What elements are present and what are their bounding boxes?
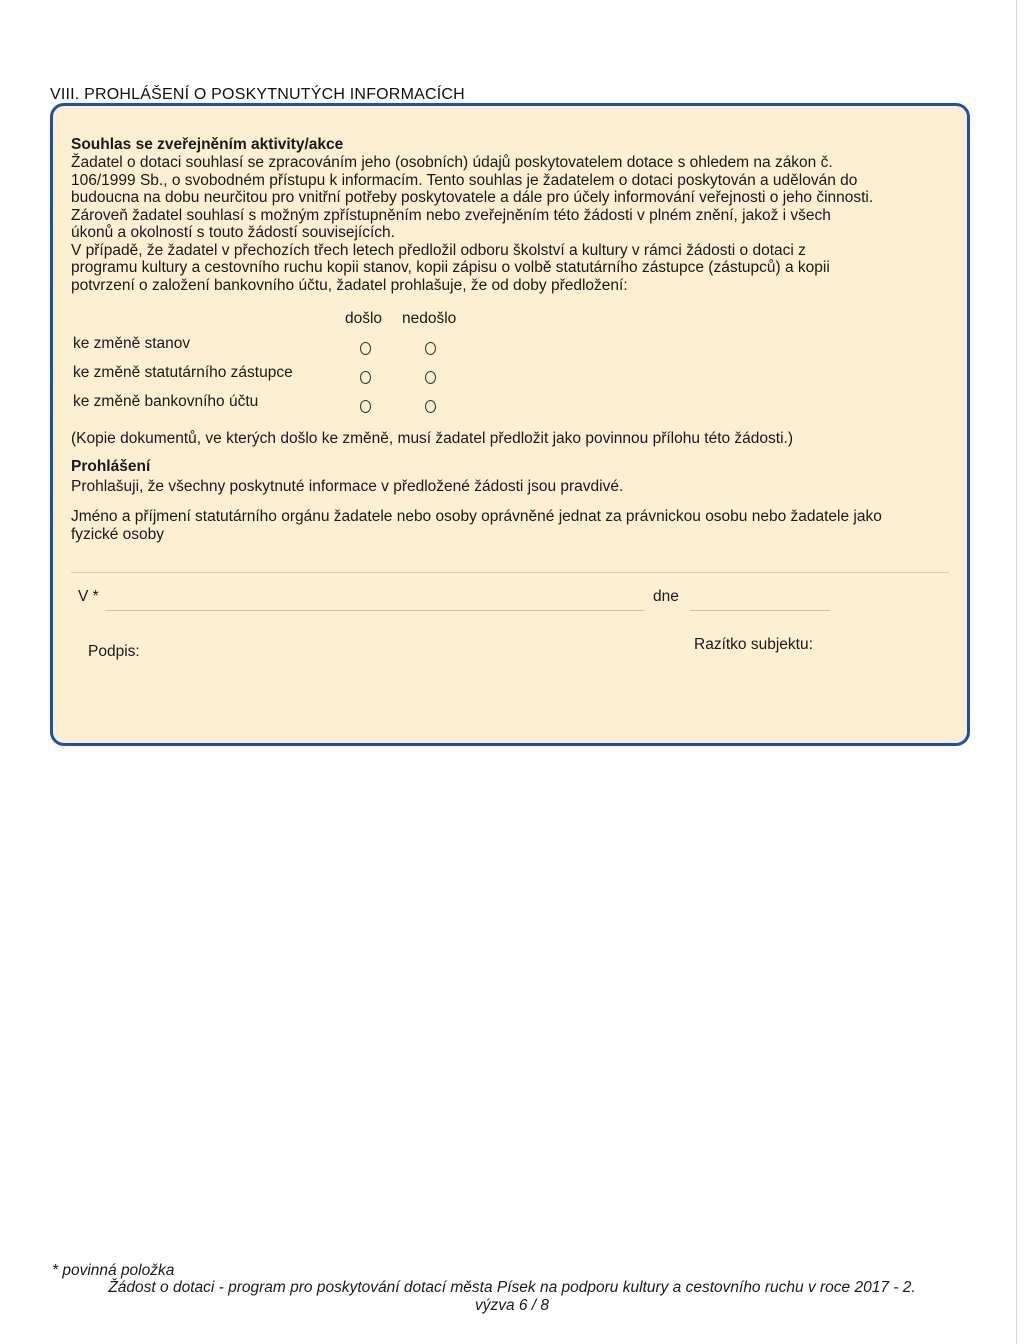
required-field-note: * povinná položka xyxy=(52,1262,175,1279)
declaration-heading: Prohlášení xyxy=(71,458,151,475)
consent-line: V případě, že žadatel v přechozích třech letech předložil odboru školství a kultury v rámci žádosti o dotaci z xyxy=(71,241,806,259)
consent-line: Žadatel o dotaci souhlasí se zpracováním jeho (osobních) údajů poskytovatelem dotace s ohledem na zákon č. xyxy=(71,154,833,171)
place-label: V * xyxy=(78,588,99,605)
change-row-label-statutes: ke změně stanov xyxy=(73,335,191,352)
consent-line: programu kultury a cestovního ruchu kopii stanov, kopii zápisu o volbě statutárního zástupce (zástupců) a kopii xyxy=(71,259,830,276)
consent-line: Zároveň žadatel souhlasí s možným zpřístupněním nebo zveřejněním této žádosti v plném znění, jakož i všech xyxy=(71,206,831,224)
consent-line: úkonů a okolností s touto žádostí souvisejících. xyxy=(71,224,395,241)
consent-line: 106/1999 Sb., o svobodném přístupu k informacím. Tento souhlas je žadatelem o dotaci poskytován a udělován do xyxy=(71,171,858,189)
column-header-no: nedošlo xyxy=(402,310,457,327)
change-row-label-representative: ke změně statutárního zástupce xyxy=(73,364,293,381)
representative-changed-radio[interactable] xyxy=(360,371,371,384)
column-header-yes: došlo xyxy=(345,310,383,327)
bank-account-changed-radio[interactable] xyxy=(360,400,371,413)
consent-line: budoucna na dobu neurčitou pro vnitřní potřeby poskytovatele a dále pro účely informování veřejnosti o jeho činnosti. xyxy=(71,189,874,206)
bank-account-unchanged-radio[interactable] xyxy=(425,400,436,413)
declaration-text: Prohlašuji, že všechny poskytnuté informace v předložené žádosti jsou pravdivé. xyxy=(71,478,624,495)
date-label: dne xyxy=(653,588,679,605)
consent-line: potvrzení o založení bankovního účtu, žadatel prohlašuje, že od doby předložení: xyxy=(71,276,628,294)
documents-note: (Kopie dokumentů, ve kterých došlo ke změně, musí žadatel předložit jako povinnou přílohu této žádosti.) xyxy=(71,430,794,447)
statutes-unchanged-radio[interactable] xyxy=(425,342,436,355)
change-row-label-bank-account: ke změně bankovního účtu xyxy=(73,393,259,410)
section-title: VIII. PROHLÁŠENÍ O POSKYTNUTÝCH INFORMACÍCH xyxy=(50,86,465,103)
separator-line xyxy=(71,572,949,573)
footer-title: Žádost o dotaci - program pro poskytování dotací města Písek na podporu kultury a cestovního ruchu v roce 2017 - 2. xyxy=(108,1279,916,1296)
consent-text xyxy=(71,154,955,294)
signature-label: Podpis: xyxy=(88,643,140,660)
stamp-label: Razítko subjektu: xyxy=(694,636,813,653)
page-edge-line xyxy=(1016,0,1017,1344)
representative-unchanged-radio[interactable] xyxy=(425,371,436,384)
statutes-changed-radio[interactable] xyxy=(360,342,371,355)
declaration-panel xyxy=(50,103,970,746)
date-input[interactable] xyxy=(690,586,830,611)
place-input[interactable] xyxy=(105,586,645,611)
page-number: výzva 6 / 8 xyxy=(474,1297,550,1314)
consent-heading: Souhlas se zveřejněním aktivity/akce xyxy=(71,136,344,153)
statutory-name-label: Jméno a příjmení statutárního orgánu žadatele nebo osoby oprávněné jednat za právnickou osobu nebo žadatele jako fyzické osoby xyxy=(71,508,882,543)
